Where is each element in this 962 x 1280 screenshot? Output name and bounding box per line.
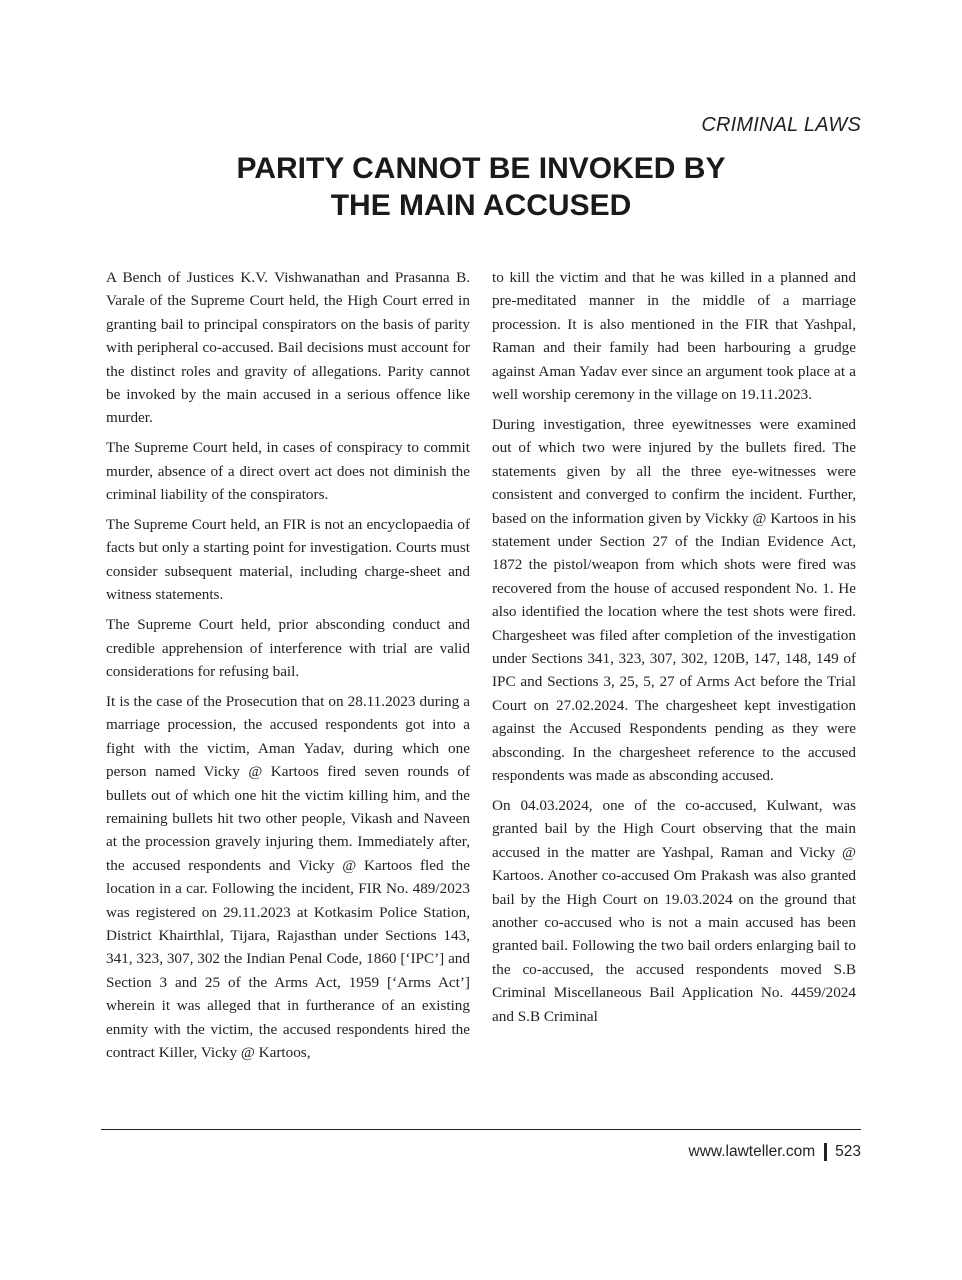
right-column — [492, 266, 856, 1035]
article-title-line-2: THE MAIN ACCUSED — [330, 189, 632, 222]
paragraph: The Supreme Court held, prior absconding conduct and credible apprehension of interference with trial are valid considerations for refusing bail. — [106, 616, 470, 680]
footer — [689, 1143, 862, 1161]
section-label: CRIMINAL LAWS — [701, 114, 861, 136]
paragraph: The Supreme Court held, in cases of conspiracy to commit murder, absence of a direct overt act does not diminish the criminal liability of the conspirators. — [106, 439, 470, 504]
article-title-line-1: PARITY CANNOT BE INVOKED BY — [236, 152, 726, 185]
page-number: 523 — [835, 1143, 861, 1160]
website-link[interactable]: www.lawteller.com — [688, 1143, 816, 1160]
paragraph: The Supreme Court held, an FIR is not an encyclopaedia of facts but only a starting point for investigation. Courts must consider subsequent material, including charge-sheet and witness statements. — [106, 516, 470, 604]
paragraph: On 04.03.2024, one of the co-accused, Kulwant, was granted bail by the High Court observing that the main accused in the matter are Yashpal, Raman and Vicky @ Kartoos. Another co-accused Om Prakash was also granted bail by the High Court on 19.03.2024 on the ground that another co-accused who is not a main accused has been granted bail. Following the two bail orders enlarging bail to the co-accused, the accused respondents moved S.B Criminal Miscellaneous Bail Application No. 4459/2024 and S.B Criminal — [492, 796, 856, 1025]
footer-divider — [101, 1129, 861, 1130]
article-title — [0, 150, 962, 224]
paragraph: During investigation, three eyewitnesses were examined out of which two were injured by the bullets fired. The statements given by all the three eye-witnesses were consistent and converged to confirm the incident. Further, based on the information given by Vickky @ Kartoos in his statement under Section 27 of the Indian Evidence Act, 1872 the pistol/weapon from which shots were fired was recovered from the house of accused respondent No. 1. He also identified the location where the test shots were fired. Chargesheet was filed after completion of the investigation under Sections 341, 323, 307, 302, 120B, 147, 148, 149 of IPC and Sections 3, 25, 5, 27 of Arms Act before the Trial Court on 27.02.2024. The chargesheet kept investigation against the Accused Respondents pending as they were absconding. In the chargesheet reference to the accused respondents was made as absconding accused. — [492, 415, 856, 785]
left-column — [106, 266, 470, 1071]
paragraph: It is the case of the Prosecution that on 28.11.2023 during a marriage procession, the accused respondents got into a fight with the victim, Aman Yadav, during which one person named Vicky @ Kartoos fired seven rounds of bullets out of which one hit the victim killing him, and the remaining bullets hit two other people, Vikash and Naveen at the procession gravely injuring them. Immediately after, the accused respondents and Vicky @ Kartoos fled the location in a car. Following the incident, FIR No. 489/2023 was registered on 29.11.2023 at Kotkasim Police Station, District Khairthlal, Tijara, Rajasthan under Sections 143, 341, 323, 307, 302 the Indian Penal Code, 1860 [‘IPC’] and Section 3 and 25 of the Arms Act, 1959 [‘Arms Act’] wherein it was alleged that in furtherance of an existing enmity with the victim, the accused respondents hired the contract Killer, Vicky @ Kartoos, — [106, 692, 470, 1061]
footer-separator — [824, 1143, 827, 1161]
paragraph: to kill the victim and that he was killed in a planned and pre-meditated manner in the middle of a marriage procession. It is also mentioned in the FIR that Yashpal, Raman and their family had been harbouring a grudge against Aman Yadav ever since an argument took place at a well worship ceremony in the village on 19.11.2023. — [492, 269, 856, 404]
paragraph: A Bench of Justices K.V. Vishwanathan and Prasanna B. Varale of the Supreme Court held, the High Court erred in granting bail to principal conspirators on the basis of parity with peripheral co-accused. Bail decisions must account for the distinct roles and gravity of allegations. Parity cannot be invoked by the main accused in a serious offence like murder. — [106, 269, 470, 427]
